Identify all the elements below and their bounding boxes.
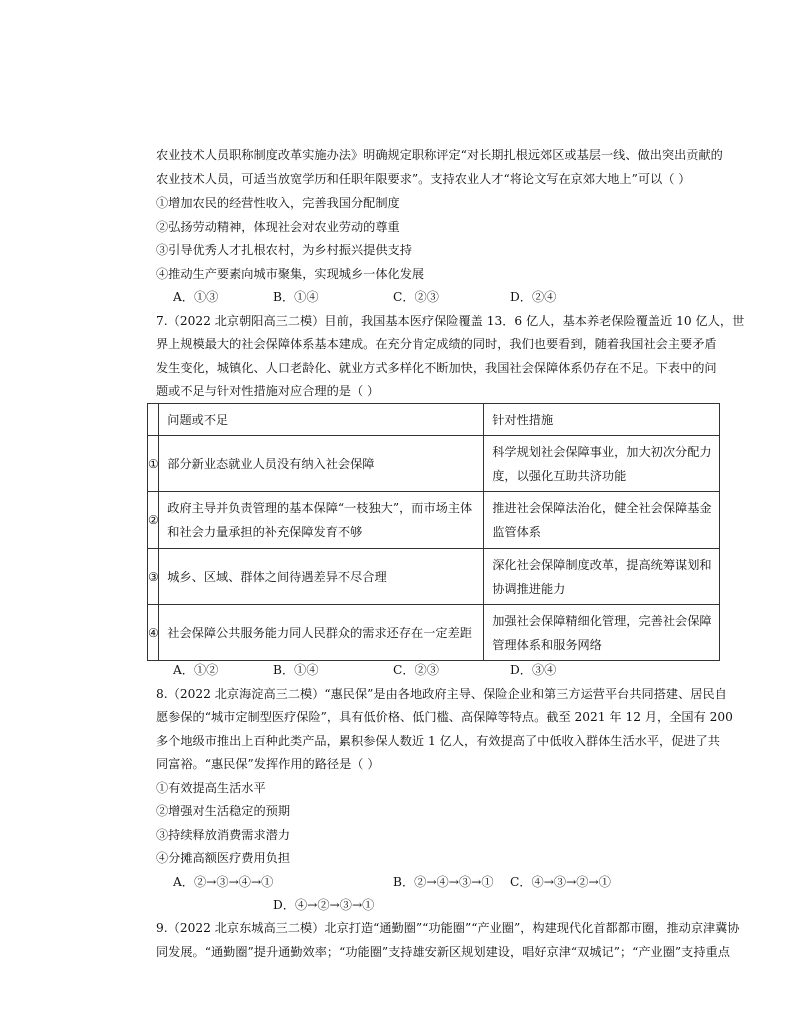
q7-table-row xyxy=(148,492,720,549)
q8-statement-2: ②增强对生活稳定的预期 xyxy=(156,804,291,818)
q7-row-problem-line: 和社会力量承担的补充保障发育不够 xyxy=(167,525,363,539)
q7-row-problem-line: 政府主导并负责管理的基本保障“一枝独大”，而市场主体 xyxy=(167,501,473,515)
q8-option-d[interactable]: D．④→②→③→① xyxy=(273,898,375,912)
q7-row-measure-line: 度，以强化互助共济功能 xyxy=(492,468,627,483)
q7-row-number: ② xyxy=(148,492,159,549)
q7-table xyxy=(147,403,720,661)
q7-table-header-measure: 针对性措施 xyxy=(484,404,720,436)
q7-row-problem xyxy=(159,549,484,605)
q8-stem-line-1: 8.（2022 北京海淀高三二模）“惠民保”是由各地政府主导、保险企业和第三方运营平台共同搭建、居民自 xyxy=(156,687,727,701)
q7-option-b[interactable]: B．①④ xyxy=(273,663,319,677)
q7-table-header-problem: 问题或不足 xyxy=(159,404,484,436)
q7-option-d[interactable]: D．③④ xyxy=(510,663,557,677)
intro-statement-2: ②弘扬劳动精神，体现社会对农业劳动的尊重 xyxy=(156,220,400,234)
q8-statement-1: ①有效提高生活水平 xyxy=(156,781,266,795)
q7-row-number: ④ xyxy=(148,605,159,661)
q8-option-b[interactable]: B．②→④→③→① xyxy=(393,875,494,889)
intro-option-d[interactable]: D．②④ xyxy=(510,290,557,304)
q7-stem-line-4: 题或不足与针对性措施对应合理的是（ ） xyxy=(156,384,380,398)
q8-statement-4: ④分摊高额医疗费用负担 xyxy=(156,851,291,865)
q7-row-problem-line: 社会保障公共服务能力同人民群众的需求还存在一定差距 xyxy=(167,625,472,640)
q7-table-header-row xyxy=(148,404,720,436)
intro-option-b[interactable]: B．①④ xyxy=(273,290,319,304)
q7-table-header-num xyxy=(148,404,159,436)
q7-row-problem xyxy=(159,492,484,549)
q9-stem-line-2: 同发展。“通勤圈”提升通勤效率；“功能圈”支持雄安新区规划建设，唱好京津“双城记”；“产业圈”支持重点 xyxy=(156,945,730,959)
q7-stem-line-3: 发生变化，城镇化、人口老龄化、就业方式多样化不断加快，我国社会保障体系仍存在不足。下表中的问 xyxy=(156,361,717,375)
q7-row-measure-line: 加强社会保障精细化管理，完善社会保障 xyxy=(492,613,712,628)
intro-option-c[interactable]: C．②③ xyxy=(393,290,439,304)
intro-text-line-2: 农业技术人员，可适当放宽学历和任职年限要求”。支持农业人才“将论文写在京郊大地上”可以（ ） xyxy=(156,172,691,186)
q7-row-measure-line: 推进社会保障法治化，健全社会保障基金 xyxy=(492,501,712,515)
q7-row-problem-line: 城乡、区域、群体之间待遇差异不尽合理 xyxy=(167,569,387,584)
q8-stem-line-2: 愿参保的“城市定制型医疗保险”，具有低价格、低门槛、高保障等特点。截至 2021 年 12 月，全国有 200 xyxy=(156,710,733,724)
intro-text-line-1: 农业技术人员职称制度改革实施办法》明确规定职称评定“对长期扎根远郊区或基层一线、做出突出贡献的 xyxy=(156,148,723,162)
q8-stem-line-3: 多个地级市推出上百种此类产品，累积参保人数近 1 亿人，有效提高了中低收入群体生活水平，促进了共 xyxy=(156,734,720,748)
q7-table-row xyxy=(148,605,720,661)
q7-stem-line-1: 7.（2022 北京朝阳高三二模）目前，我国基本医疗保险覆盖 13．6 亿人，基本养老保险覆盖近 10 亿人，世 xyxy=(156,314,745,328)
q8-option-c[interactable]: C．④→③→②→① xyxy=(510,875,611,889)
q7-row-measure-line: 科学规划社会保障事业，加大初次分配力 xyxy=(492,444,712,459)
q7-table-row xyxy=(148,436,720,492)
q7-option-a[interactable]: A．①② xyxy=(173,663,219,677)
intro-option-a[interactable]: A．①③ xyxy=(173,290,219,304)
q7-row-problem xyxy=(159,605,484,661)
intro-statement-4: ④推动生产要素向城市聚集，实现城乡一体化发展 xyxy=(156,267,425,281)
intro-statement-1: ①增加农民的经营性收入，完善我国分配制度 xyxy=(156,196,400,210)
q8-stem-line-4: 同富裕。“惠民保”发挥作用的路径是（ ） xyxy=(156,757,380,771)
q7-table-row xyxy=(148,549,720,605)
q7-row-problem-line: 部分新业态就业人员没有纳入社会保障 xyxy=(167,456,375,471)
intro-statement-3: ③引导优秀人才扎根农村，为乡村振兴提供支持 xyxy=(156,243,412,257)
q7-row-measure xyxy=(484,605,720,661)
q9-stem-line-1: 9.（2022 北京东城高三二模）北京打造“通勤圈”“功能圈”“产业圈”，构建现代化首都都市圈，推动京津冀协 xyxy=(156,921,740,935)
q8-statement-3: ③持续释放消费需求潜力 xyxy=(156,828,291,842)
q7-row-measure-line: 深化社会保障制度改革，提高统筹谋划和 xyxy=(492,557,712,572)
q7-row-measure-line: 协调推进能力 xyxy=(492,581,566,596)
q7-row-measure-line: 管理体系和服务网络 xyxy=(492,637,602,652)
q7-row-number: ① xyxy=(148,436,159,492)
q7-row-measure-line: 监管体系 xyxy=(492,525,541,539)
q7-row-measure xyxy=(484,549,720,605)
q7-row-number: ③ xyxy=(148,549,159,605)
q7-row-measure xyxy=(484,492,720,549)
q7-row-measure xyxy=(484,436,720,492)
q8-option-a[interactable]: A．②→③→④→① xyxy=(173,875,274,889)
q7-row-problem xyxy=(159,436,484,492)
q7-option-c[interactable]: C．②③ xyxy=(393,663,439,677)
q7-stem-line-2: 界上规模最大的社会保障体系基本建成。在充分肯定成绩的同时，我们也要看到，随着我国社会主要矛盾 xyxy=(156,337,717,351)
